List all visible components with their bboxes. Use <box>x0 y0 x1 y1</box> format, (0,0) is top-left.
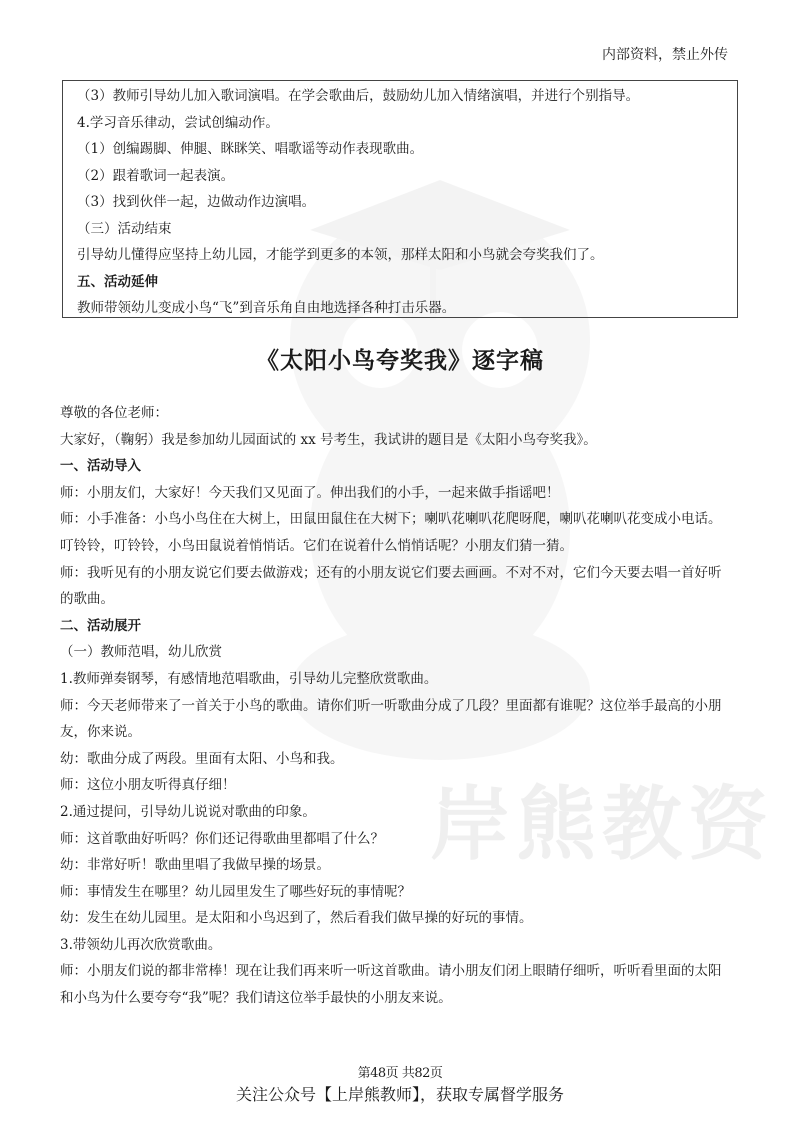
text-line: 幼：非常好听！歌曲里唱了我做早操的场景。 <box>60 857 330 874</box>
text-line: 教师带领幼儿变成小鸟“飞”到音乐角自由地选择各种打击乐器。 <box>77 300 456 316</box>
section-heading: 五、活动延伸 <box>77 273 158 290</box>
transcript-body <box>60 400 742 1012</box>
text-line: 友，你来说。 <box>60 724 141 741</box>
text-line: 师：小朋友们，大家好！今天我们又见面了。伸出我们的小手，一起来做手指谣吧！ <box>60 484 560 501</box>
page-title: 《太阳小鸟夸奖我》逐字稿 <box>256 348 544 374</box>
text-line: 师：这首歌曲好听吗？你们还记得歌曲里都唱了什么？ <box>60 830 384 847</box>
text-line: 师：这位小朋友听得真仔细！ <box>60 777 236 794</box>
text-line: 2.通过提问，引导幼儿说说对歌曲的印象。 <box>60 803 316 820</box>
text-line: 师：事情发生在哪里？幼儿园里发生了哪些好玩的事情呢？ <box>60 883 411 900</box>
text-line: 的歌曲。 <box>60 591 114 608</box>
text-line: （3）教师引导幼儿加入歌词演唱。在学会歌曲后，鼓励幼儿加入情绪演唱，并进行个别指导。 <box>77 88 640 104</box>
text-line: 师：小手准备：小鸟小鸟住在大树上，田鼠田鼠住在大树下；喇叭花喇叭花爬呀爬，喇叭花喇叭花变成小电话。 <box>60 511 722 528</box>
section-heading: 一、活动导入 <box>60 458 141 475</box>
text-line: （2）跟着歌词一起表演。 <box>77 167 235 184</box>
footer-promo: 关注公众号【上岸熊教师】，获取专属督学服务 <box>235 1085 564 1104</box>
text-line: 师：我听见有的小朋友说它们要去做游戏；还有的小朋友说它们要去画画。不对不对，它们今天要去唱一首好听 <box>60 564 722 581</box>
text-line: 师：今天老师带来了一首关于小鸟的歌曲。请你们听一听歌曲分成了几段？里面都有谁呢？这位举手最高的小朋 <box>60 697 722 714</box>
text-line: 4.学习音乐律动，尝试创编动作。 <box>77 114 279 131</box>
text-line: 叮铃铃，叮铃铃，小鸟田鼠说着悄悄话。它们在说着什么悄悄话呢？小朋友们猜一猜。 <box>60 537 573 554</box>
text-line: 幼：发生在幼儿园里。是太阳和小鸟迟到了，然后看我们做早操的好玩的事情。 <box>60 910 533 927</box>
brand-watermark-text: 岸熊教资 <box>430 778 774 871</box>
activity-plan-box <box>62 80 738 318</box>
text-line: 大家好，（鞠躬）我是参加幼儿园面试的 xx 号考生，我试讲的题目是《太阳小鸟夸奖我》。 <box>60 431 597 448</box>
text-line: （三）活动结束 <box>77 220 172 237</box>
confidential-note: 内部资料，禁止外传 <box>602 47 728 63</box>
text-line: （3）找到伙伴一起，边做动作边演唱。 <box>77 194 316 210</box>
text-line: 尊敬的各位老师： <box>60 405 168 421</box>
section-heading: 二、活动展开 <box>60 617 141 634</box>
text-line: 引导幼儿懂得应坚持上幼儿园，才能学到更多的本领，那样太阳和小鸟就会夸奖我们了。 <box>77 247 604 263</box>
text-line: 3.带领幼儿再次欣赏歌曲。 <box>60 936 222 953</box>
text-line: 师：小朋友们说的都非常棒！现在让我们再来听一听这首歌曲。请小朋友们闭上眼睛仔细听，听听看里面的太阳 <box>60 963 722 980</box>
text-line: 和小鸟为什么要夸夸“我”呢？我们请这位举手最快的小朋友来说。 <box>60 990 452 1007</box>
text-line: （一）教师范唱，幼儿欣赏 <box>60 644 222 661</box>
text-line: （1）创编踢脚、伸腿、眯眯笑、唱歌谣等动作表现歌曲。 <box>77 141 424 157</box>
page-number: 第48页 共82页 <box>357 1066 443 1081</box>
text-line: 1.教师弹奏钢琴，有感情地范唱歌曲，引导幼儿完整欣赏歌曲。 <box>60 670 438 687</box>
text-line: 幼：歌曲分成了两段。里面有太阳、小鸟和我。 <box>60 750 344 767</box>
